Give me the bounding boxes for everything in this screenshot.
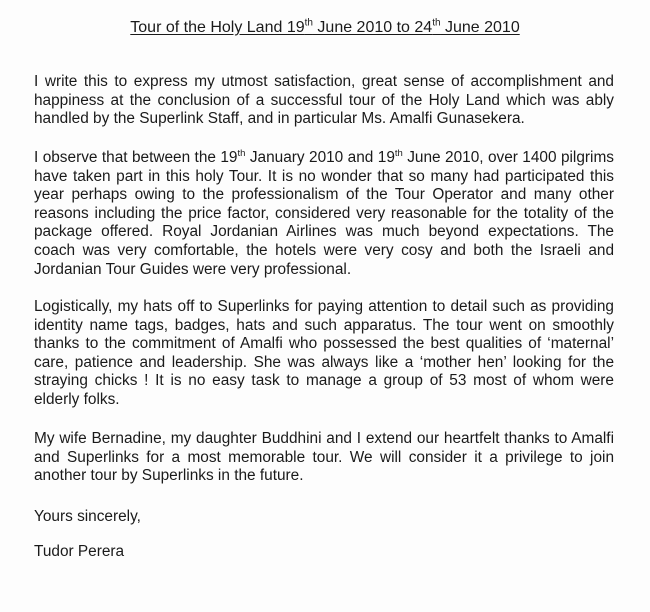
paragraph-pilgrims-superscript-1: th — [237, 147, 246, 159]
closing-salutation: Yours sincerely, — [34, 508, 141, 525]
title-text-part3: June 2010 — [440, 19, 520, 36]
paragraph-pilgrims-superscript-2: th — [394, 147, 403, 159]
title-superscript-2: th — [432, 17, 441, 29]
title-text-part1: Tour of the Holy Land 19 — [130, 19, 305, 36]
signature-name: Tudor Perera — [34, 543, 125, 560]
paragraph-pilgrims-text-c: June 2010, over 1400 pilgrims have taken part in this holy Tour. It is no wonder that so many had participated this year perhaps owing to the professionalism of the Tour Operator and many other reasons including the price factor, considered very reasonable for the totality of the package offered. Royal Jordanian Airlines was much beyond expectations. The coach was very comfortable, the hotels were very cosy and both the Israeli and Jordanian Tour Guides were very professional. — [34, 149, 614, 278]
paragraph-thanks: My wife Bernadine, my daughter Buddhini and I extend our heartfelt thanks to Amalfi and Superlinks for a most memorable tour. We will consider it a privilege to join another tour by Superlinks in the future. — [34, 430, 614, 485]
paragraph-pilgrims-text-a: I observe that between the 19 — [34, 149, 238, 166]
paragraph-pilgrims — [34, 149, 614, 279]
paragraph-pilgrims-text-b: January 2010 and 19 — [245, 149, 395, 166]
title-superscript-1: th — [304, 17, 313, 29]
title-text-part2: June 2010 to 24 — [312, 19, 433, 36]
paragraph-satisfaction: I write this to express my utmost satisfaction, great sense of accomplishment and happiness at the conclusion of a successful tour of the Holy Land which was ably handled by the Superlink Staff, and in particular Ms. Amalfi Gunasekera. — [34, 73, 614, 128]
letter-title — [0, 18, 650, 38]
paragraph-logistics: Logistically, my hats off to Superlinks for paying attention to detail such as providing identity name tags, badges, hats and such apparatus. The tour went on smoothly thanks to the commitment of Amalfi who possessed the best qualities of ‘maternal’ care, patience and leadership. She was always like a ‘mother hen’ looking for the straying chicks ! It is no easy task to manage a group of 53 most of whom were elderly folks. — [34, 298, 614, 408]
